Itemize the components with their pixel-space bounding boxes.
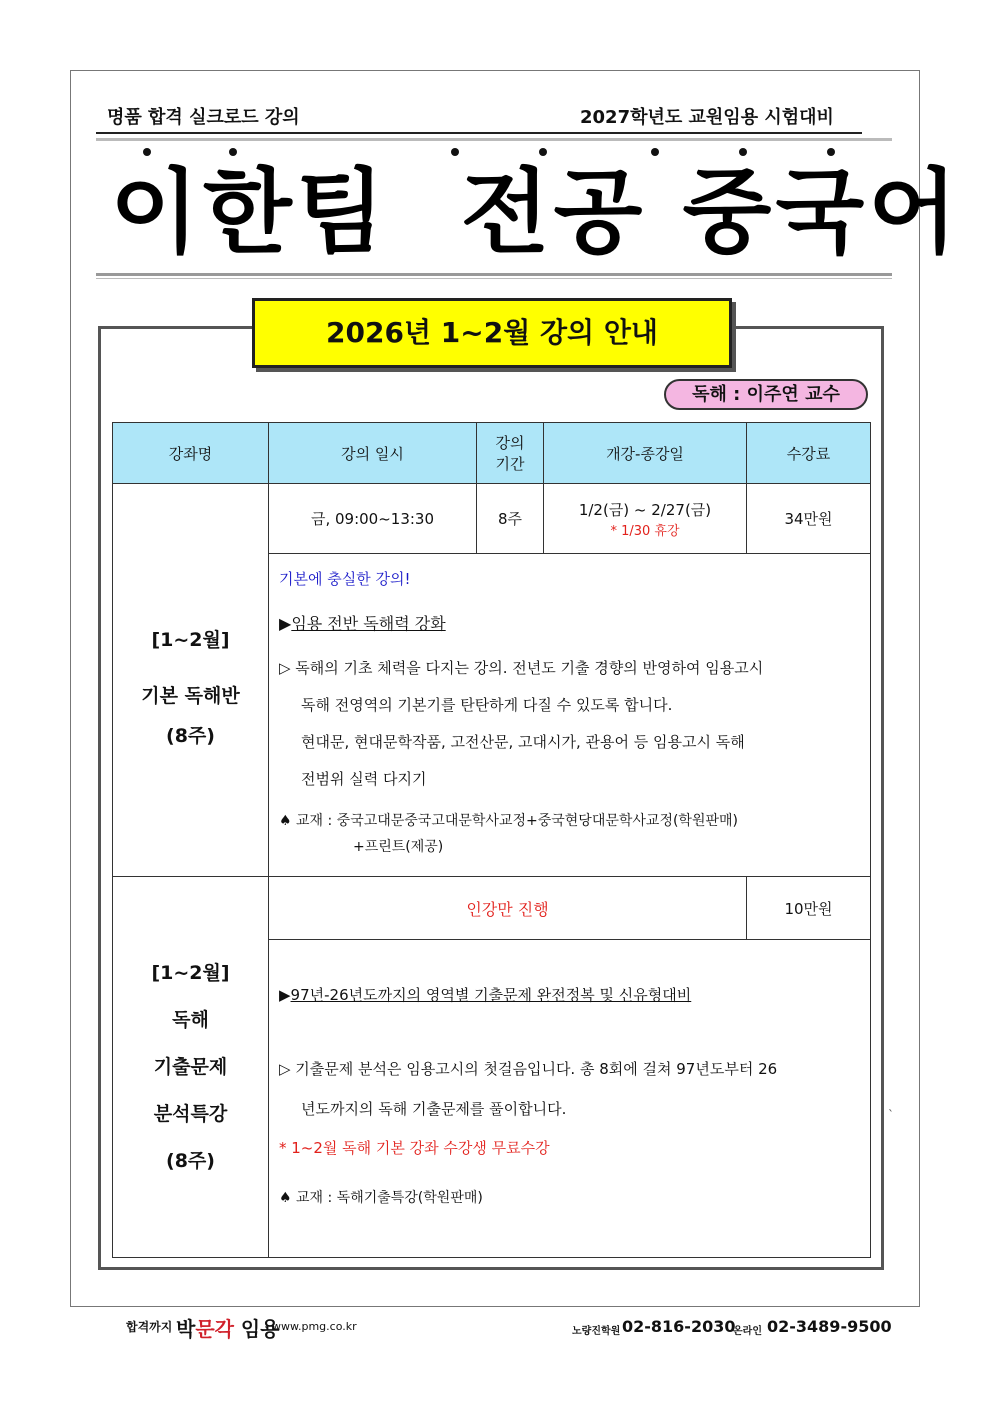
footer-url[interactable]: www.pmg.co.kr xyxy=(272,1320,357,1333)
instructor-badge: 독해 : 이주연 교수 xyxy=(664,379,868,410)
course1-description xyxy=(269,554,871,877)
course2-label-line2: 독해 xyxy=(172,1008,209,1031)
course1-dates-range: 1/2(금) ~ 2/27(금) xyxy=(578,500,712,519)
course1-book-line2: +프린트(제공) xyxy=(353,839,444,855)
course2-fee: 10만원 xyxy=(747,877,871,940)
course2-label-line4: 분석특강 xyxy=(153,1102,228,1125)
footer-brand-logo xyxy=(176,1313,280,1342)
header-rule xyxy=(96,132,862,134)
course1-dates-note: * 1/30 휴강 xyxy=(610,523,680,539)
course1-label xyxy=(113,484,269,877)
footer-brand-part2: 문각 xyxy=(195,1317,234,1341)
course2-description xyxy=(269,940,871,1258)
course1-label-line3: (8주) xyxy=(166,725,215,747)
header-course-name: 강좌명 xyxy=(113,423,269,484)
course1-period: 8주 xyxy=(477,484,544,554)
course2-note: * 1~2월 독해 기본 강좌 수강생 무료수강 xyxy=(279,1139,550,1157)
emphasis-dot xyxy=(739,148,747,156)
emphasis-dot xyxy=(451,148,459,156)
course2-label-line3: 기출문제 xyxy=(153,1055,228,1078)
emphasis-dot xyxy=(143,148,151,156)
emphasis-dot xyxy=(651,148,659,156)
course2-desc-line2: 년도까지의 독해 기출문제를 풀이합니다. xyxy=(301,1100,567,1118)
header-period-line1: 강의 xyxy=(495,434,525,452)
emphasis-dot xyxy=(827,148,835,156)
course1-book-line1: ♠ 교재 : 중국고대문중국고대문학사교정+중국현당대문학사교정(학원판매) xyxy=(279,813,738,829)
course1-desc-line1: ▷ 독해의 기초 체력을 다지는 강의. 전년도 기출 경향의 반영하여 임용고시 xyxy=(279,659,764,677)
footer-office2-label: 온라인 xyxy=(733,1326,762,1337)
title-band-top xyxy=(96,138,892,141)
header-left-text: 명품 합격 실크로드 강의 xyxy=(107,107,300,128)
course2-label-line1: [1~2월] xyxy=(151,961,230,984)
header-period xyxy=(477,423,544,484)
title-band-bottom xyxy=(96,273,892,276)
footer-office2-phone: 02-3489-9500 xyxy=(767,1317,892,1336)
course2-label-line5: (8주) xyxy=(166,1149,215,1172)
footer-office1-label: 노량진학원 xyxy=(572,1326,621,1337)
header-fee: 수강료 xyxy=(747,423,871,484)
footer-brand-part1: 박 xyxy=(176,1317,196,1341)
course1-label-line2: 기본 독해반 xyxy=(141,685,240,707)
emphasis-dot xyxy=(229,148,237,156)
header-dates: 개강-종강일 xyxy=(544,423,747,484)
header-period-line2: 기간 xyxy=(495,455,525,473)
course1-fee: 34만원 xyxy=(747,484,871,554)
course2-label xyxy=(113,877,269,1258)
course2-heading-text: 97년-26년도까지의 영역별 기출문제 완전정복 및 신유형대비 xyxy=(290,986,692,1004)
course1-heading xyxy=(279,611,860,634)
course2-book: ♠ 교재 : 독해기출특강(학원판매) xyxy=(279,1190,483,1206)
header-schedule: 강의 일시 xyxy=(269,423,477,484)
course-table xyxy=(112,422,871,1258)
triangle-marker-icon: ▶ xyxy=(279,614,292,633)
course1-desc-line2: 독해 전영역의 기본기를 탄탄하게 다질 수 있도록 합니다. xyxy=(301,696,673,714)
stray-mark: ` xyxy=(888,1108,894,1122)
title-band-bottom-thin xyxy=(96,278,892,279)
course2-desc-line1: ▷ 기출문제 분석은 임용고시의 첫걸음입니다. 총 8회에 걸쳐 97년도부터 26 xyxy=(279,1060,778,1078)
notice-title: 2026년 1~2월 강의 안내 xyxy=(252,298,732,368)
course1-schedule: 금, 09:00~13:30 xyxy=(269,484,477,554)
footer-slogan: 합격까지 xyxy=(126,1320,173,1334)
course1-desc-line4: 전범위 실력 다지기 xyxy=(301,770,427,788)
course2-mode: 인강만 진행 xyxy=(269,877,747,940)
main-title: 이한팀 전공 중국어 xyxy=(110,159,962,266)
footer-brand-part3: 임용 xyxy=(233,1317,280,1341)
triangle-marker-icon: ▶ xyxy=(279,986,291,1004)
course1-heading-text: 임용 전반 독해력 강화 xyxy=(291,614,446,633)
course1-tagline: 기본에 충실한 강의! xyxy=(279,570,411,588)
course1-dates xyxy=(544,484,747,554)
header-right-text: 2027학년도 교원임용 시험대비 xyxy=(580,107,834,128)
emphasis-dot xyxy=(539,148,547,156)
course1-desc-line3: 현대문, 현대문학작품, 고전산문, 고대시가, 관용어 등 임용고시 독해 xyxy=(301,733,745,751)
footer-office1-phone: 02-816-2030 xyxy=(622,1317,736,1336)
course2-heading xyxy=(279,984,860,1005)
course1-label-line1: [1~2월] xyxy=(151,629,230,651)
